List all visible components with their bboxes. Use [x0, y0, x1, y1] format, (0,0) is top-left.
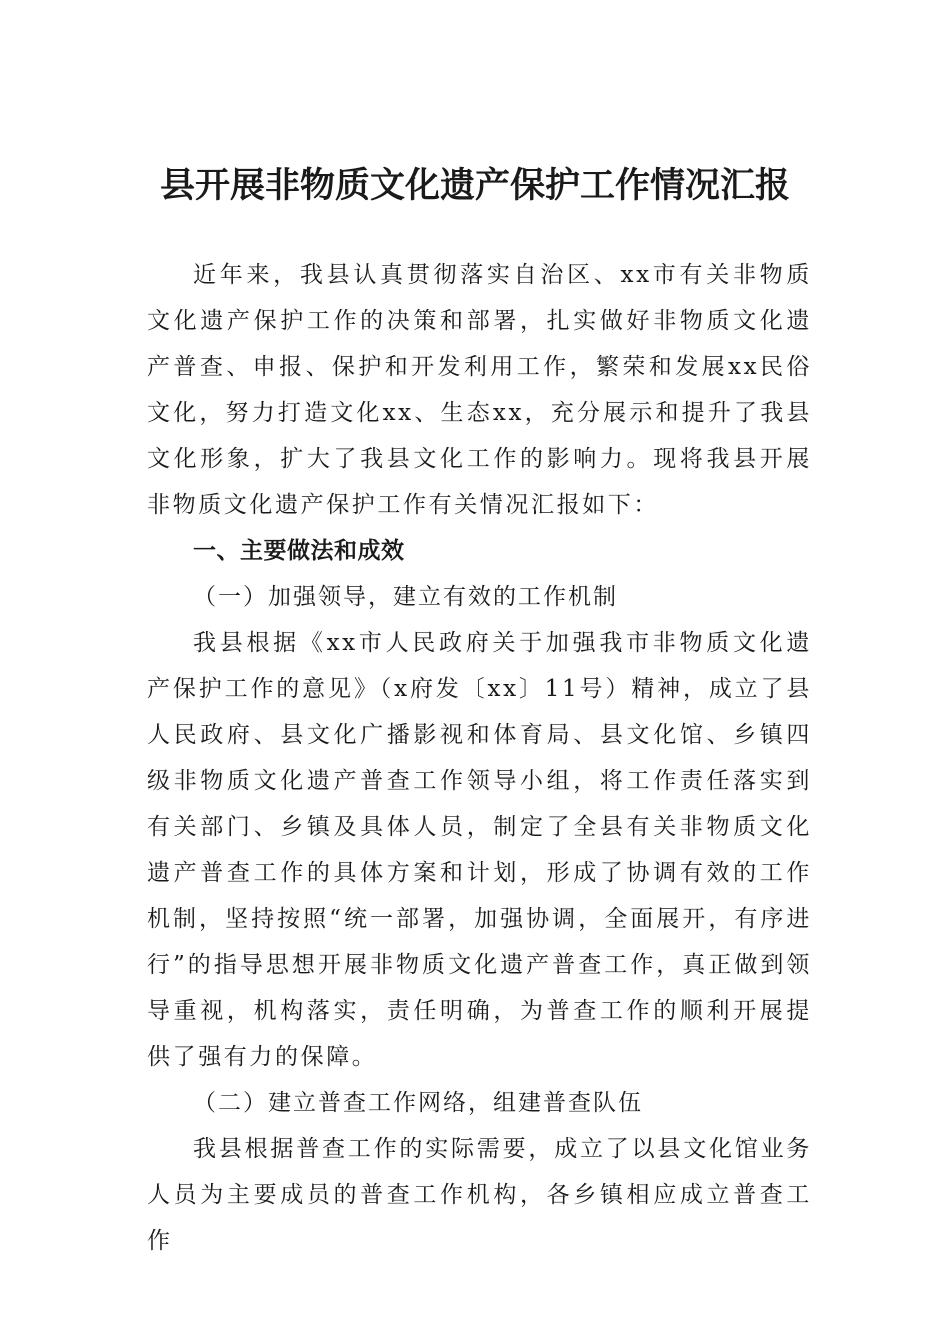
subsection-2-paragraph: 我县根据普查工作的实际需要，成立了以县文化馆业务人员为主要成员的普查工作机构，各乡镇相应成立普查工作 [147, 1136, 812, 1254]
section-heading-1: 一、主要做法和成效 [193, 538, 405, 564]
subsection-heading-1: （一）加强领导，建立有效的工作机制 [193, 584, 618, 610]
subsection-1-paragraph: 我县根据《xx市人民政府关于加强我市非物质文化遗产保护工作的意见》（x府发〔xx〕11号）精神，成立了县人民政府、县文化广播影视和体育局、县文化馆、乡镇四级非物质文化遗产普查工作领导小组，将工作责任落实到有关部门、乡镇及具体人员，制定了全县有关非物质文化遗产普查工作的具体方案和计划，形成了协调有效的工作机制，坚持按照“统一部署，加强协调，全面展开，有序进行”的指导思想开展非物质文化遗产普查工作，真正做到领导重视，机构落实，责任明确，为普查工作的顺利开展提供了强有力的保障。 [147, 630, 812, 1070]
subsection-heading-2: （二）建立普查工作网络，组建普查队伍 [193, 1090, 643, 1116]
intro-paragraph: 近年来，我县认真贯彻落实自治区、xx市有关非物质文化遗产保护工作的决策和部署，扎实做好非物质文化遗产普查、申报、保护和开发利用工作，繁荣和发展xx民俗文化，努力打造文化xx、生态xx，充分展示和提升了我县文化形象，扩大了我县文化工作的影响力。现将我县开展非物质文化遗产保护工作有关情况汇报如下： [147, 262, 812, 518]
document-title: 县开展非物质文化遗产保护工作情况汇报 [159, 165, 790, 206]
document-body [147, 252, 812, 1264]
